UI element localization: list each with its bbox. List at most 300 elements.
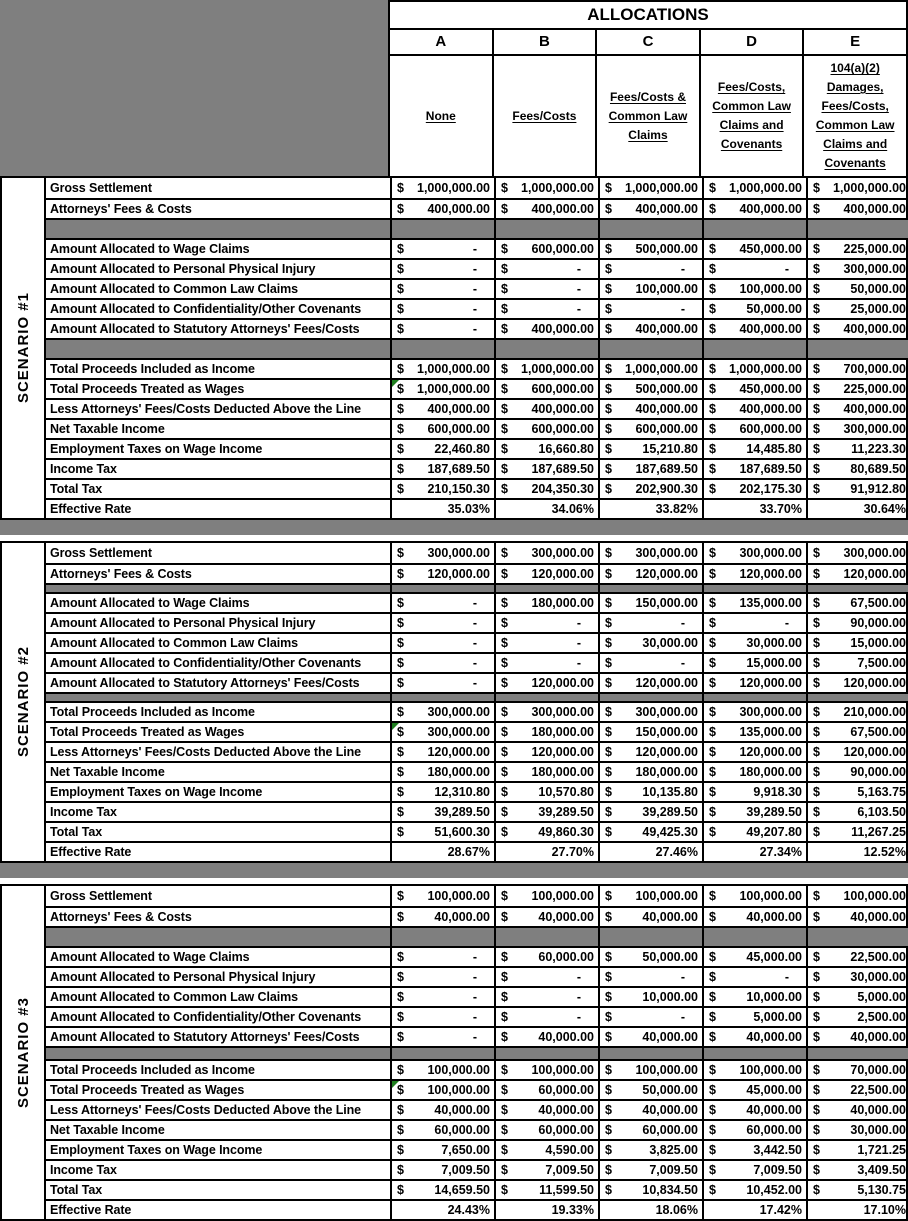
value-cell[interactable] (390, 634, 494, 652)
value-cell[interactable] (806, 320, 908, 338)
value-cell[interactable] (806, 565, 908, 583)
value-cell[interactable] (806, 594, 908, 612)
value-cell[interactable] (598, 614, 702, 632)
currency-symbol: $ (397, 262, 404, 276)
value-cell[interactable] (598, 723, 702, 741)
value-cell[interactable] (390, 420, 494, 438)
value-cell[interactable] (598, 565, 702, 583)
value-cell[interactable] (390, 1061, 494, 1079)
value-cell[interactable] (806, 380, 908, 398)
value-cell[interactable] (390, 460, 494, 478)
value-cell[interactable] (494, 1028, 598, 1046)
value-cell[interactable] (598, 908, 702, 926)
row-label[interactable]: Employment Taxes on Wage Income (50, 784, 263, 799)
value-cell[interactable] (390, 200, 494, 218)
value-cell[interactable] (702, 543, 806, 563)
value-cell[interactable] (702, 500, 806, 518)
value-cell[interactable] (702, 1101, 806, 1119)
column-letter-b[interactable]: B (492, 30, 596, 54)
value-cell[interactable] (494, 948, 598, 966)
value-cell[interactable] (598, 783, 702, 801)
value-cell[interactable] (494, 723, 598, 741)
currency-symbol: $ (709, 362, 716, 376)
value-cell[interactable] (806, 500, 908, 518)
value-cell[interactable] (598, 674, 702, 692)
value-cell[interactable] (390, 703, 494, 721)
value-cell[interactable] (702, 803, 806, 821)
value-cell[interactable] (494, 1121, 598, 1139)
value-cell[interactable] (806, 1061, 908, 1079)
value-cell[interactable] (598, 400, 702, 418)
value-cell[interactable] (702, 723, 806, 741)
value-cell[interactable] (390, 886, 494, 906)
row-label[interactable]: Amount Allocated to Confidentiality/Other Covenants (50, 655, 362, 670)
row-label[interactable]: Amount Allocated to Statutory Attorneys' Fees/Costs (50, 1029, 360, 1044)
row-label[interactable]: Amount Allocated to Statutory Attorneys' Fees/Costs (50, 675, 360, 690)
currency-symbol: $ (397, 546, 404, 560)
value-cell[interactable] (702, 1201, 806, 1219)
row-label[interactable]: Total Proceeds Included as Income (50, 1062, 255, 1077)
value-cell[interactable] (494, 420, 598, 438)
row-label[interactable]: Gross Settlement (50, 888, 152, 903)
value-cell[interactable] (806, 886, 908, 906)
value-cell[interactable] (494, 763, 598, 781)
value-cell[interactable] (494, 743, 598, 761)
value-cell[interactable] (494, 703, 598, 721)
value-cell[interactable] (390, 1101, 494, 1119)
row-label[interactable]: Less Attorneys' Fees/Costs Deducted Above the Line (50, 1102, 362, 1117)
value-cell[interactable] (806, 654, 908, 672)
value-cell[interactable] (702, 280, 806, 298)
amount-value: - (784, 970, 789, 984)
value-cell[interactable] (494, 260, 598, 278)
value-cell[interactable] (598, 654, 702, 672)
value-cell[interactable] (494, 178, 598, 198)
row-label[interactable]: Amount Allocated to Common Law Claims (50, 635, 298, 650)
row-label[interactable]: Amount Allocated to Confidentiality/Other Covenants (50, 1009, 362, 1024)
allocations-title[interactable]: ALLOCATIONS (390, 2, 906, 30)
value-cell[interactable] (806, 240, 908, 258)
value-cell[interactable] (598, 634, 702, 652)
value-cell[interactable] (390, 723, 494, 741)
value-cell[interactable] (390, 240, 494, 258)
value-cell[interactable] (494, 480, 598, 498)
value-cell[interactable] (598, 360, 702, 378)
value-cell[interactable] (390, 654, 494, 672)
value-cell[interactable] (806, 948, 908, 966)
value-cell[interactable] (806, 763, 908, 781)
value-cell[interactable] (806, 543, 908, 563)
row-label[interactable]: Amount Allocated to Common Law Claims (50, 989, 298, 1004)
value-cell[interactable] (806, 440, 908, 458)
value-cell[interactable] (494, 803, 598, 821)
value-cell[interactable] (390, 1181, 494, 1199)
value-cell[interactable] (390, 178, 494, 198)
value-cell[interactable] (806, 988, 908, 1006)
amount-value: 15,210.80 (642, 442, 698, 456)
value-cell[interactable] (806, 723, 908, 741)
value-cell[interactable] (494, 1141, 598, 1159)
row-label[interactable]: Net Taxable Income (50, 421, 165, 436)
value-cell[interactable] (390, 674, 494, 692)
value-cell[interactable] (806, 200, 908, 218)
value-cell[interactable] (702, 594, 806, 612)
column-letter-c[interactable]: C (595, 30, 699, 54)
value-cell[interactable] (806, 1201, 908, 1219)
value-cell[interactable] (390, 1028, 494, 1046)
value-cell[interactable] (390, 743, 494, 761)
value-cell[interactable] (494, 500, 598, 518)
value-cell[interactable] (806, 803, 908, 821)
currency-symbol: $ (813, 805, 820, 819)
row-label[interactable]: Effective Rate (50, 1202, 132, 1217)
scenario-label[interactable] (2, 886, 46, 1219)
amount-value: 40,000.00 (746, 910, 802, 924)
value-cell[interactable] (598, 420, 702, 438)
row-label[interactable]: Less Attorneys' Fees/Costs Deducted Above the Line (50, 401, 362, 416)
value-cell[interactable] (390, 480, 494, 498)
value-cell[interactable] (390, 565, 494, 583)
value-cell[interactable] (806, 260, 908, 278)
value-cell[interactable] (494, 1061, 598, 1079)
row-label[interactable]: Employment Taxes on Wage Income (50, 1142, 263, 1157)
row-label[interactable]: Effective Rate (50, 501, 132, 516)
value-cell[interactable] (598, 460, 702, 478)
value-cell[interactable] (494, 300, 598, 318)
value-cell[interactable] (806, 1008, 908, 1026)
value-cell[interactable] (598, 823, 702, 841)
value-cell[interactable] (702, 420, 806, 438)
value-cell[interactable] (390, 908, 494, 926)
value-cell[interactable] (390, 948, 494, 966)
value-cell[interactable] (702, 1061, 806, 1079)
value-cell[interactable] (598, 1028, 702, 1046)
row-label[interactable]: Effective Rate (50, 844, 132, 859)
value-cell[interactable] (806, 300, 908, 318)
value-cell[interactable] (806, 420, 908, 438)
value-cell[interactable] (806, 823, 908, 841)
row-label[interactable]: Amount Allocated to Personal Physical Injury (50, 615, 316, 630)
value-cell[interactable] (494, 674, 598, 692)
value-cell[interactable] (390, 380, 494, 398)
value-cell[interactable] (390, 1121, 494, 1139)
column-description[interactable] (390, 56, 492, 176)
row-label[interactable]: Attorneys' Fees & Costs (50, 909, 192, 924)
value-cell[interactable] (598, 1101, 702, 1119)
value-cell[interactable] (494, 1201, 598, 1219)
value-cell[interactable] (494, 380, 598, 398)
value-cell[interactable] (390, 500, 494, 518)
value-cell[interactable] (494, 614, 598, 632)
value-cell[interactable] (702, 320, 806, 338)
value-cell[interactable] (598, 1181, 702, 1199)
row-label[interactable]: Gross Settlement (50, 180, 152, 195)
value-cell[interactable] (494, 320, 598, 338)
value-cell[interactable] (598, 260, 702, 278)
value-cell[interactable] (806, 614, 908, 632)
value-cell[interactable] (494, 1181, 598, 1199)
value-cell[interactable] (390, 300, 494, 318)
value-cell[interactable] (702, 783, 806, 801)
row-label[interactable]: Employment Taxes on Wage Income (50, 441, 263, 456)
value-cell[interactable] (702, 400, 806, 418)
row-label[interactable]: Total Proceeds Included as Income (50, 361, 255, 376)
row-label[interactable]: Amount Allocated to Personal Physical Injury (50, 969, 316, 984)
value-cell[interactable] (702, 1121, 806, 1139)
value-cell[interactable] (390, 400, 494, 418)
value-cell[interactable] (494, 240, 598, 258)
value-cell[interactable] (806, 360, 908, 378)
value-cell[interactable] (702, 565, 806, 583)
value-cell[interactable] (494, 565, 598, 583)
row-label[interactable]: Less Attorneys' Fees/Costs Deducted Above the Line (50, 744, 362, 759)
value-cell[interactable] (598, 380, 702, 398)
value-cell[interactable] (494, 1161, 598, 1179)
value-cell[interactable] (702, 968, 806, 986)
row-label[interactable]: Total Tax (50, 824, 103, 839)
value-cell[interactable] (702, 1081, 806, 1099)
currency-symbol: $ (501, 805, 508, 819)
value-cell[interactable] (598, 543, 702, 563)
value-cell[interactable] (598, 763, 702, 781)
value-cell[interactable] (702, 1028, 806, 1046)
value-cell[interactable] (390, 260, 494, 278)
value-cell[interactable] (598, 743, 702, 761)
value-cell[interactable] (494, 1101, 598, 1119)
value-cell[interactable] (598, 1161, 702, 1179)
row-label[interactable]: Net Taxable Income (50, 1122, 165, 1137)
value-cell[interactable] (806, 783, 908, 801)
scenario-label[interactable] (2, 178, 46, 518)
value-cell[interactable] (806, 1081, 908, 1099)
value-cell[interactable] (494, 823, 598, 841)
row-label[interactable]: Total Proceeds Treated as Wages (50, 381, 245, 396)
value-cell[interactable] (390, 280, 494, 298)
value-cell[interactable] (702, 743, 806, 761)
row-label[interactable]: Income Tax (50, 461, 117, 476)
value-cell[interactable] (390, 843, 494, 861)
value-cell[interactable] (702, 1161, 806, 1179)
value-cell[interactable] (806, 968, 908, 986)
row-label[interactable]: Amount Allocated to Wage Claims (50, 949, 250, 964)
value-cell[interactable] (806, 480, 908, 498)
value-cell[interactable] (598, 1121, 702, 1139)
row-label[interactable]: Amount Allocated to Personal Physical Injury (50, 261, 316, 276)
value-cell[interactable] (806, 843, 908, 861)
value-cell[interactable] (598, 440, 702, 458)
column-letter-d[interactable]: D (699, 30, 803, 54)
row-label[interactable]: Amount Allocated to Common Law Claims (50, 281, 298, 296)
value-cell[interactable] (494, 594, 598, 612)
value-cell[interactable] (806, 634, 908, 652)
value-cell[interactable] (390, 1161, 494, 1179)
value-cell[interactable] (390, 968, 494, 986)
value-cell[interactable] (806, 1161, 908, 1179)
value-cell[interactable] (494, 886, 598, 906)
data-row (46, 238, 908, 258)
value-cell[interactable] (494, 988, 598, 1006)
amount-value: 1,721.25 (857, 1143, 906, 1157)
value-cell[interactable] (390, 614, 494, 632)
value-cell[interactable] (806, 743, 908, 761)
value-cell[interactable] (390, 1008, 494, 1026)
value-cell[interactable] (598, 594, 702, 612)
value-cell[interactable] (494, 908, 598, 926)
value-cell[interactable] (702, 178, 806, 198)
value-cell[interactable] (598, 843, 702, 861)
value-cell[interactable] (598, 480, 702, 498)
value-cell[interactable] (494, 440, 598, 458)
value-cell[interactable] (702, 240, 806, 258)
column-description[interactable] (699, 56, 803, 176)
value-cell[interactable] (806, 1028, 908, 1046)
value-cell[interactable] (702, 614, 806, 632)
value-cell[interactable] (598, 200, 702, 218)
value-cell[interactable] (702, 634, 806, 652)
value-cell[interactable] (702, 1141, 806, 1159)
row-label[interactable]: Total Proceeds Treated as Wages (50, 1082, 245, 1097)
value-cell[interactable] (390, 988, 494, 1006)
row-label[interactable]: Amount Allocated to Wage Claims (50, 595, 250, 610)
value-cell[interactable] (702, 703, 806, 721)
value-cell[interactable] (598, 1081, 702, 1099)
value-cell[interactable] (390, 803, 494, 821)
value-cell[interactable] (494, 460, 598, 478)
value-cell[interactable] (702, 988, 806, 1006)
row-label[interactable]: Total Tax (50, 481, 103, 496)
value-cell[interactable] (806, 1141, 908, 1159)
spacer-label-cell (46, 1048, 390, 1059)
column-letter-a[interactable]: A (435, 33, 447, 50)
value-cell[interactable] (806, 674, 908, 692)
value-cell[interactable] (598, 703, 702, 721)
value-cell[interactable] (598, 1061, 702, 1079)
currency-symbol: $ (605, 950, 612, 964)
value-cell[interactable] (702, 360, 806, 378)
row-label[interactable]: Amount Allocated to Statutory Attorneys' Fees/Costs (50, 321, 360, 336)
value-cell[interactable] (806, 908, 908, 926)
value-cell[interactable] (390, 1201, 494, 1219)
value-cell[interactable] (702, 1181, 806, 1199)
value-cell[interactable] (598, 803, 702, 821)
value-cell[interactable] (598, 280, 702, 298)
value-cell[interactable] (494, 1008, 598, 1026)
value-cell[interactable] (806, 178, 908, 198)
value-cell[interactable] (598, 300, 702, 318)
row-label[interactable]: Total Proceeds Included as Income (50, 704, 255, 719)
value-cell[interactable] (390, 594, 494, 612)
value-cell[interactable] (598, 320, 702, 338)
value-cell[interactable] (598, 178, 702, 198)
value-cell[interactable] (390, 543, 494, 563)
column-letter-e[interactable]: E (802, 30, 906, 54)
value-cell[interactable] (598, 948, 702, 966)
row-label[interactable]: Amount Allocated to Confidentiality/Other Covenants (50, 301, 362, 316)
value-cell[interactable] (390, 440, 494, 458)
value-cell[interactable] (390, 360, 494, 378)
value-cell[interactable] (702, 763, 806, 781)
value-cell[interactable] (494, 843, 598, 861)
value-cell[interactable] (494, 360, 598, 378)
spacer-cell (806, 694, 908, 701)
value-cell[interactable] (494, 400, 598, 418)
value-cell[interactable] (702, 260, 806, 278)
value-cell[interactable] (806, 400, 908, 418)
data-row (46, 458, 908, 478)
value-cell[interactable] (494, 634, 598, 652)
value-cell[interactable] (598, 968, 702, 986)
value-cell[interactable] (598, 988, 702, 1006)
value-cell[interactable] (390, 783, 494, 801)
value-cell[interactable] (702, 948, 806, 966)
value-cell[interactable] (598, 886, 702, 906)
value-cell[interactable] (702, 674, 806, 692)
value-cell[interactable] (494, 280, 598, 298)
value-cell[interactable] (702, 908, 806, 926)
value-cell[interactable] (702, 380, 806, 398)
value-cell[interactable] (806, 460, 908, 478)
value-cell[interactable] (702, 460, 806, 478)
scenario-label[interactable] (2, 543, 46, 861)
row-label[interactable]: Income Tax (50, 804, 117, 819)
value-cell[interactable] (806, 1121, 908, 1139)
value-cell[interactable] (390, 1141, 494, 1159)
value-cell[interactable] (806, 703, 908, 721)
row-label[interactable]: Amount Allocated to Wage Claims (50, 241, 250, 256)
value-cell[interactable] (806, 1181, 908, 1199)
value-cell[interactable] (702, 480, 806, 498)
amount-value: 30,000.00 (850, 1123, 906, 1137)
column-description[interactable] (492, 56, 596, 176)
value-cell[interactable] (598, 500, 702, 518)
value-cell[interactable] (702, 440, 806, 458)
value-cell[interactable] (598, 240, 702, 258)
row-label[interactable]: Total Tax (50, 1182, 103, 1197)
value-cell[interactable] (390, 1081, 494, 1099)
value-cell[interactable] (702, 200, 806, 218)
value-cell[interactable] (598, 1008, 702, 1026)
value-cell[interactable] (494, 968, 598, 986)
value-cell[interactable] (390, 823, 494, 841)
value-cell[interactable] (494, 783, 598, 801)
value-cell[interactable] (702, 823, 806, 841)
value-cell[interactable] (494, 200, 598, 218)
value-cell[interactable] (702, 300, 806, 318)
value-cell[interactable] (702, 1008, 806, 1026)
value-cell[interactable] (598, 1201, 702, 1219)
value-cell[interactable] (494, 543, 598, 563)
value-cell[interactable] (806, 1101, 908, 1119)
row-label[interactable]: Total Proceeds Treated as Wages (50, 724, 245, 739)
value-cell[interactable] (390, 763, 494, 781)
value-cell[interactable] (806, 280, 908, 298)
column-description[interactable] (802, 56, 906, 176)
row-label[interactable]: Gross Settlement (50, 545, 152, 560)
value-cell[interactable] (702, 654, 806, 672)
value-cell[interactable] (598, 1141, 702, 1159)
value-cell[interactable] (390, 320, 494, 338)
amount-value: 1,000,000.00 (521, 181, 594, 195)
row-label[interactable]: Attorneys' Fees & Costs (50, 201, 192, 216)
value-cell[interactable] (702, 886, 806, 906)
column-description[interactable] (595, 56, 699, 176)
row-label[interactable]: Attorneys' Fees & Costs (50, 566, 192, 581)
row-label[interactable]: Income Tax (50, 1162, 117, 1177)
row-label[interactable]: Net Taxable Income (50, 764, 165, 779)
value-cell[interactable] (702, 843, 806, 861)
value-cell[interactable] (494, 654, 598, 672)
value-cell[interactable] (494, 1081, 598, 1099)
